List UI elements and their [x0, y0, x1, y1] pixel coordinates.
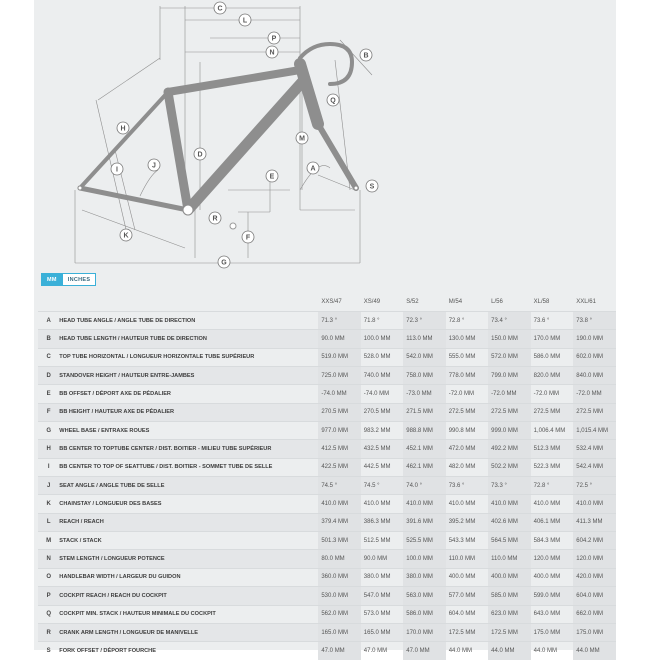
cell-value: 502.2 MM [488, 458, 530, 476]
cell-value: 410.0 MM [488, 495, 530, 513]
svg-text:B: B [363, 52, 369, 60]
row-key: D [38, 367, 59, 385]
cell-value: 74.5 ° [318, 477, 360, 495]
row-label: HEAD TUBE ANGLE / ANGLE TUBE DE DIRECTION [59, 317, 196, 324]
row-key: Q [46, 611, 51, 618]
cell-value: 604.2 MM [573, 532, 616, 550]
size-header: XXS/47 [321, 298, 342, 305]
table-row [38, 532, 616, 550]
cell-value: 72.8 ° [448, 317, 465, 324]
row-key: C [46, 354, 51, 361]
cell-value: -74.0 MM [363, 391, 390, 398]
row-key: L [38, 513, 59, 531]
cell-value: 113.0 MM [403, 330, 445, 348]
cell-value: -72.0 MM [573, 385, 616, 403]
frame-geometry-diagram [0, 0, 650, 270]
svg-text:P: P [271, 35, 277, 43]
cell-value: 110.0 MM [446, 550, 488, 568]
diagram-label-h [117, 122, 129, 134]
table-row [38, 403, 616, 421]
table-row [38, 422, 616, 440]
cell-value: 977.0 MM [318, 422, 360, 440]
cell-value: 406.1 MM [531, 513, 574, 531]
cell-value: 442.5 MM [363, 464, 391, 471]
row-label: WHEEL BASE / ENTRAXE ROUES [59, 427, 150, 434]
cell-value: 585.0 MM [488, 587, 530, 605]
cell-value: 532.4 MM [573, 440, 616, 458]
geometry-table [38, 292, 616, 660]
table-row [38, 605, 616, 623]
cell-value: 482.0 MM [448, 464, 476, 471]
cell-value: 44.0 MM [573, 642, 616, 660]
cell-value: -72.0 MM [533, 391, 559, 398]
cell-value: 360.0 MM [318, 568, 360, 586]
cell-value: 564.5 MM [488, 532, 530, 550]
cell-value: 44.0 MM [448, 647, 473, 654]
cell-value: 391.6 MM [403, 513, 445, 531]
cell-value: 410.0 MM [318, 495, 360, 513]
diagram-label-r [209, 212, 221, 224]
cell-value: 758.0 MM [403, 367, 445, 385]
cell-value: 988.8 MM [403, 422, 445, 440]
cell-value: 73.6 ° [446, 477, 488, 495]
cell-value: 175.0 MM [531, 623, 574, 641]
diagram-label-i [111, 163, 123, 175]
row-key: M [46, 537, 52, 544]
cell-value: 172.5 MM [446, 623, 488, 641]
svg-text:D: D [197, 151, 203, 159]
svg-text:E: E [269, 173, 275, 181]
cell-value: 820.0 MM [531, 367, 574, 385]
cell-value: 150.0 MM [488, 330, 530, 348]
cell-value: 190.0 MM [573, 330, 616, 348]
unit-mm-button[interactable]: MM [41, 273, 63, 286]
row-label: REACH / REACH [59, 513, 318, 531]
svg-text:Q: Q [330, 97, 336, 105]
svg-text:G: G [221, 259, 227, 267]
cell-value: 662.0 MM [573, 605, 616, 623]
row-label: FORK OFFSET / DÉPORT FOURCHE [59, 647, 156, 654]
cell-value: 47.0 MM [318, 642, 360, 660]
cell-value: 501.3 MM [318, 532, 360, 550]
cell-value: 400.0 MM [533, 574, 561, 581]
cell-value: 799.0 MM [488, 367, 530, 385]
row-key: I [47, 464, 50, 471]
cell-value: 47.0 MM [363, 647, 388, 654]
cell-value: 73.8 ° [573, 312, 616, 330]
cell-value: 380.0 MM [403, 568, 445, 586]
cell-value: 602.0 MM [573, 348, 616, 366]
cell-value: 410.0 MM [533, 501, 561, 508]
cell-value: 990.8 MM [448, 427, 476, 434]
row-key: R [38, 623, 59, 641]
row-label: SEAT ANGLE / ANGLE TUBE DE SELLE [59, 477, 318, 495]
diagram-label-a [307, 162, 319, 174]
svg-text:F: F [245, 234, 251, 242]
row-key: A [46, 317, 51, 324]
cell-value: 74.5 ° [361, 477, 403, 495]
cell-value: 542.4 MM [573, 458, 616, 476]
cell-value: 422.5 MM [318, 458, 360, 476]
cell-value: 512.3 MM [531, 440, 574, 458]
row-label: STEM LENGTH / LONGUEUR POTENCE [59, 550, 318, 568]
cell-value: 411.3 MM [573, 513, 616, 531]
size-header: L/56 [491, 298, 503, 305]
size-header: XXL/61 [576, 298, 596, 305]
cell-value: 584.3 MM [533, 537, 561, 544]
table-row [38, 623, 616, 641]
row-label: COCKPIT MIN. STACK / HAUTEUR MINIMALE DU COCKPIT [59, 611, 216, 618]
row-label: TOP TUBE HORIZONTAL / LONGUEUR HORIZONTALE TUBE SUPÉRIEUR [59, 354, 255, 361]
cell-value: 80.0 MM [318, 550, 360, 568]
cell-value: 402.6 MM [488, 513, 530, 531]
cell-value: 740.0 MM [361, 367, 403, 385]
cell-value: 400.0 MM [448, 574, 476, 581]
cell-value: 542.0 MM [403, 348, 445, 366]
cell-value: 271.5 MM [403, 403, 445, 421]
svg-text:H: H [120, 125, 126, 133]
cell-value: 272.5 MM [573, 403, 616, 421]
table-row [38, 367, 616, 385]
row-key: S [46, 647, 51, 654]
row-label: BB CENTER TO TOPTUBE CENTER / DIST. BOITIER - MILIEU TUBE SUPÉRIEUR [59, 440, 318, 458]
size-header-row [38, 292, 616, 312]
svg-text:I: I [116, 166, 118, 174]
cell-value: 410.0 MM [448, 501, 476, 508]
cell-value: 525.5 MM [403, 532, 445, 550]
cell-value: 412.5 MM [318, 440, 360, 458]
table-row [38, 330, 616, 348]
table-row [38, 587, 616, 605]
cell-value: 270.5 MM [361, 403, 403, 421]
row-label: HEAD TUBE LENGTH / HAUTEUR TUBE DE DIRECTION [59, 330, 318, 348]
cell-value: 1,006.4 MM [533, 427, 566, 434]
cell-value: 840.0 MM [573, 367, 616, 385]
cell-value: 623.0 MM [488, 605, 530, 623]
cell-value: 272.5 MM [531, 403, 574, 421]
diagram-label-l [239, 14, 251, 26]
row-key: P [38, 587, 59, 605]
svg-text:C: C [217, 5, 223, 13]
cell-value: 71.8 ° [363, 317, 380, 324]
cell-value: 379.4 MM [318, 513, 360, 531]
table-row [38, 348, 616, 366]
cell-value: 73.3 ° [488, 477, 530, 495]
row-key: O [46, 574, 51, 581]
row-key: J [38, 477, 59, 495]
diagram-label-f [242, 231, 254, 243]
table-row [38, 550, 616, 568]
row-label: BB CENTER TO TOP OF SEATTUBE / DIST. BOITIER - SOMMET TUBE DE SELLE [59, 464, 273, 471]
diagram-label-j [148, 159, 160, 171]
cell-value: 512.5 MM [363, 537, 391, 544]
table-row [38, 477, 616, 495]
diagram-label-p [268, 32, 280, 44]
cell-value: 71.3 ° [318, 312, 360, 330]
size-header: XS/49 [363, 298, 381, 305]
cell-value: 400.0 MM [488, 568, 530, 586]
cell-value: 410.0 MM [363, 501, 391, 508]
cell-value: 410.0 MM [573, 495, 616, 513]
row-key: E [46, 391, 51, 398]
diagram-label-b [360, 49, 372, 61]
cell-value: 165.0 MM [318, 623, 360, 641]
cell-value: 725.0 MM [318, 367, 360, 385]
cell-value: 120.0 MM [573, 550, 616, 568]
cell-value: 420.0 MM [573, 568, 616, 586]
cell-value: 643.0 MM [533, 611, 561, 618]
cell-value: 272.5 MM [488, 403, 530, 421]
cell-value: 577.0 MM [446, 587, 488, 605]
table-row [38, 458, 616, 476]
svg-text:S: S [369, 183, 375, 191]
cell-value: 586.0 MM [533, 354, 561, 361]
svg-text:N: N [269, 49, 275, 57]
cell-value: -72.0 MM [448, 391, 475, 398]
diagram-label-k [120, 229, 132, 241]
svg-text:J: J [152, 162, 156, 170]
row-label: BB OFFSET / DÉPORT AXE DE PÉDALIER [59, 391, 171, 398]
row-key: K [46, 501, 51, 508]
unit-inches-button[interactable]: INCHES [63, 273, 97, 286]
cell-value: 563.0 MM [403, 587, 445, 605]
cell-value: 72.5 ° [573, 477, 616, 495]
cell-value: 519.0 MM [318, 348, 360, 366]
row-label: BB HEIGHT / HAUTEUR AXE DE PÉDALIER [59, 403, 318, 421]
cell-value: 44.0 MM [488, 642, 530, 660]
row-label: STACK / STACK [59, 537, 102, 544]
row-label: CHAINSTAY / LONGUEUR DES BASES [59, 501, 162, 508]
cell-value: 73.4 ° [488, 312, 530, 330]
cell-value: 47.0 MM [403, 642, 445, 660]
cell-value: 492.2 MM [488, 440, 530, 458]
cell-value: 547.0 MM [361, 587, 403, 605]
diagram-label-s [366, 180, 378, 192]
cell-value: 983.2 MM [363, 427, 391, 434]
cell-value: 170.0 MM [531, 330, 574, 348]
cell-value: 395.2 MM [446, 513, 488, 531]
cell-value: 170.0 MM [403, 623, 445, 641]
cell-value: 462.1 MM [403, 458, 445, 476]
cell-value: 604.0 MM [573, 587, 616, 605]
cell-value: 452.1 MM [403, 440, 445, 458]
cell-value: -74.0 MM [318, 385, 360, 403]
diagram-label-g [218, 256, 230, 268]
unit-toggle [41, 273, 96, 286]
cell-value: 380.0 MM [363, 574, 391, 581]
cell-value: 270.5 MM [318, 403, 360, 421]
row-label: CRANK ARM LENGTH / LONGUEUR DE MANIVELLE [59, 623, 318, 641]
cell-value: 386.3 MM [361, 513, 403, 531]
cell-value: -73.0 MM [403, 385, 445, 403]
cell-value: 604.0 MM [448, 611, 476, 618]
svg-text:A: A [310, 165, 316, 173]
cell-value: 100.0 MM [361, 330, 403, 348]
diagram-label-e [266, 170, 278, 182]
cell-value: 100.0 MM [403, 550, 445, 568]
size-header: S/52 [406, 298, 419, 305]
diagram-label-c [214, 2, 226, 14]
table-row [38, 568, 616, 586]
table-row [38, 440, 616, 458]
table-row [38, 495, 616, 513]
row-key: B [38, 330, 59, 348]
cell-value: 543.3 MM [448, 537, 476, 544]
cell-value: 555.0 MM [448, 354, 476, 361]
cell-value: 432.5 MM [361, 440, 403, 458]
size-header: M/54 [448, 298, 463, 305]
cell-value: 530.0 MM [318, 587, 360, 605]
row-key: F [38, 403, 59, 421]
svg-text:R: R [212, 215, 218, 223]
cell-value: 74.0 ° [403, 477, 445, 495]
cell-value: 522.3 MM [533, 464, 561, 471]
row-key: N [38, 550, 59, 568]
cell-value: 410.0 MM [403, 495, 445, 513]
row-label: COCKPIT REACH / REACH DU COCKPIT [59, 587, 318, 605]
cell-value: 572.0 MM [488, 348, 530, 366]
cell-value: 599.0 MM [531, 587, 574, 605]
cell-value: 1,015.4 MM [573, 422, 616, 440]
cell-value: 472.0 MM [446, 440, 488, 458]
size-header: XL/58 [533, 298, 550, 305]
diagram-label-n [266, 46, 278, 58]
table-row [38, 513, 616, 531]
cell-value: 165.0 MM [361, 623, 403, 641]
cell-value: 90.0 MM [318, 330, 360, 348]
cell-value: 999.0 MM [488, 422, 530, 440]
cell-value: 130.0 MM [446, 330, 488, 348]
cell-value: 72.8 ° [531, 477, 574, 495]
cell-value: 573.0 MM [363, 611, 391, 618]
cell-value: 586.0 MM [403, 605, 445, 623]
table-row [38, 642, 616, 660]
cell-value: 778.0 MM [446, 367, 488, 385]
diagram-label-m [296, 132, 308, 144]
row-label: STANDOVER HEIGHT / HAUTEUR ENTRE-JAMBES [59, 367, 318, 385]
cell-value: 172.5 MM [488, 623, 530, 641]
row-key: H [38, 440, 59, 458]
table-row [38, 385, 616, 403]
table-row [38, 312, 616, 330]
cell-value: 44.0 MM [533, 647, 557, 654]
cell-value: 272.5 MM [446, 403, 488, 421]
row-label: HANDLEBAR WIDTH / LARGEUR DU GUIDON [59, 574, 181, 581]
row-key: G [46, 427, 51, 434]
cell-value: 528.0 MM [363, 354, 391, 361]
cell-value: 110.0 MM [488, 550, 530, 568]
cell-value: 175.0 MM [573, 623, 616, 641]
cell-value: 72.3 ° [403, 312, 445, 330]
svg-text:M: M [299, 135, 305, 143]
cell-value: -72.0 MM [488, 385, 530, 403]
cell-value: 120.0 MM [531, 550, 574, 568]
cell-value: 73.6 ° [533, 317, 550, 324]
cell-value: 562.0 MM [318, 605, 360, 623]
svg-text:K: K [123, 232, 129, 240]
cell-value: 90.0 MM [361, 550, 403, 568]
diagram-label-d [194, 148, 206, 160]
diagram-label-q [327, 94, 339, 106]
svg-text:L: L [242, 17, 248, 25]
